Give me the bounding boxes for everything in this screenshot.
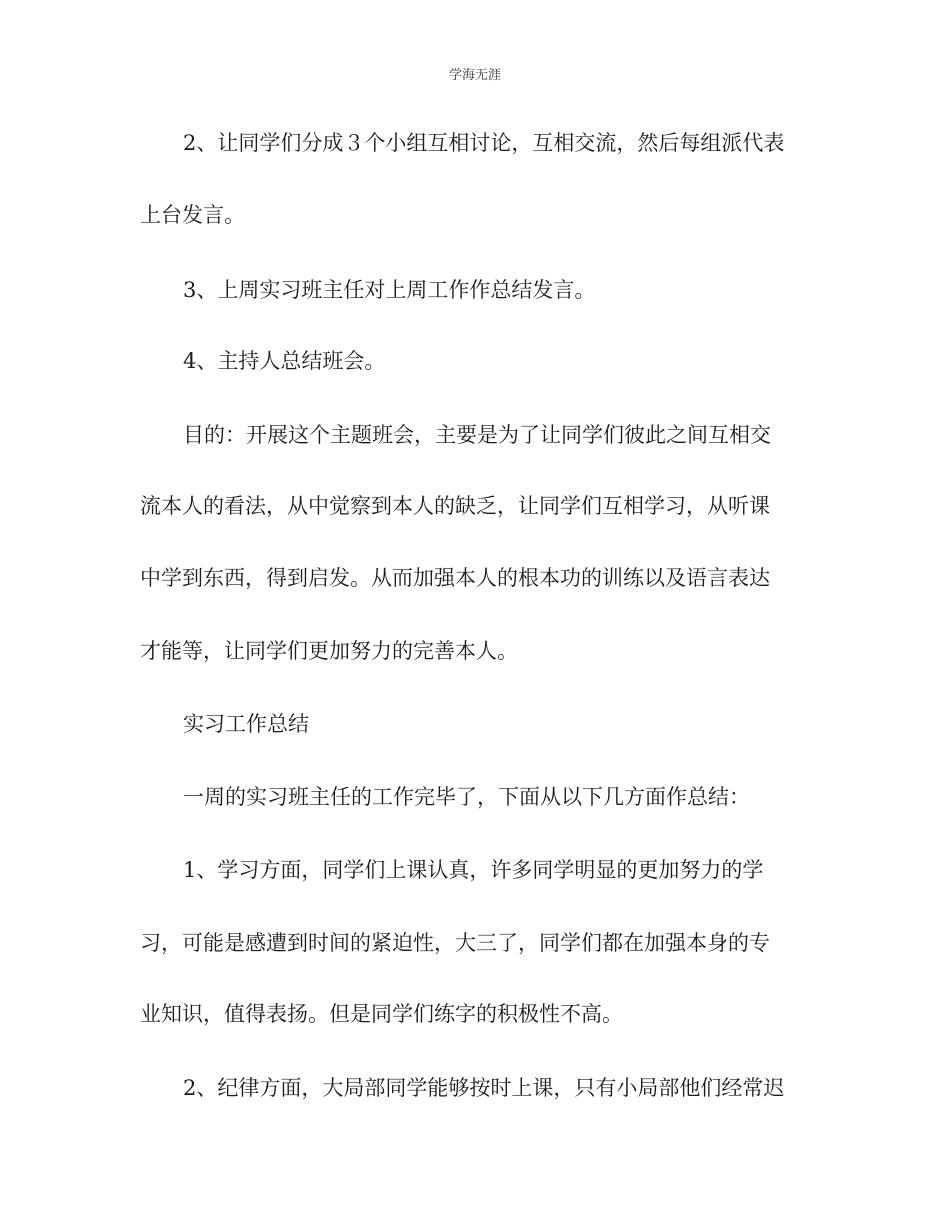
text-line: 2、纪律方面，大局部同学能够按时上课，只有小局部他们经常迟	[183, 1076, 785, 1100]
text-line: 才能等，让同学们更加努力的完善本人。	[140, 639, 518, 663]
text-line: 3、上周实习班主任对上周工作作总结发言。	[183, 278, 596, 302]
text-line: 一周的实习班主任的工作完毕了，下面从以下几方面作总结：	[183, 785, 750, 809]
text-line: 1、学习方面，同学们上课认真，许多同学明显的更加努力的学	[183, 858, 764, 882]
text-line: 目的：开展这个主题班会，主要是为了让同学们彼此之间互相交	[183, 423, 771, 447]
page-header: 学海无涯	[448, 68, 501, 83]
section-title: 实习工作总结	[183, 712, 309, 736]
text-line: 流本人的看法，从中觉察到本人的缺乏，让同学们互相学习，从听课	[140, 494, 770, 518]
text-line: 4、主持人总结班会。	[183, 349, 386, 373]
text-line: 习，可能是感遭到时间的紧迫性，大三了，同学们都在加强本身的专	[140, 931, 770, 955]
text-line: 2、让同学们分成３个小组互相讨论，互相交流，然后每组派代表	[183, 131, 785, 155]
text-line: 业知识，值得表扬。但是同学们练字的积极性不高。	[140, 1002, 623, 1026]
text-line: 中学到东西，得到启发。从而加强本人的根本功的训练以及语言表达	[140, 566, 770, 590]
text-line: 上台发言。	[140, 203, 245, 227]
